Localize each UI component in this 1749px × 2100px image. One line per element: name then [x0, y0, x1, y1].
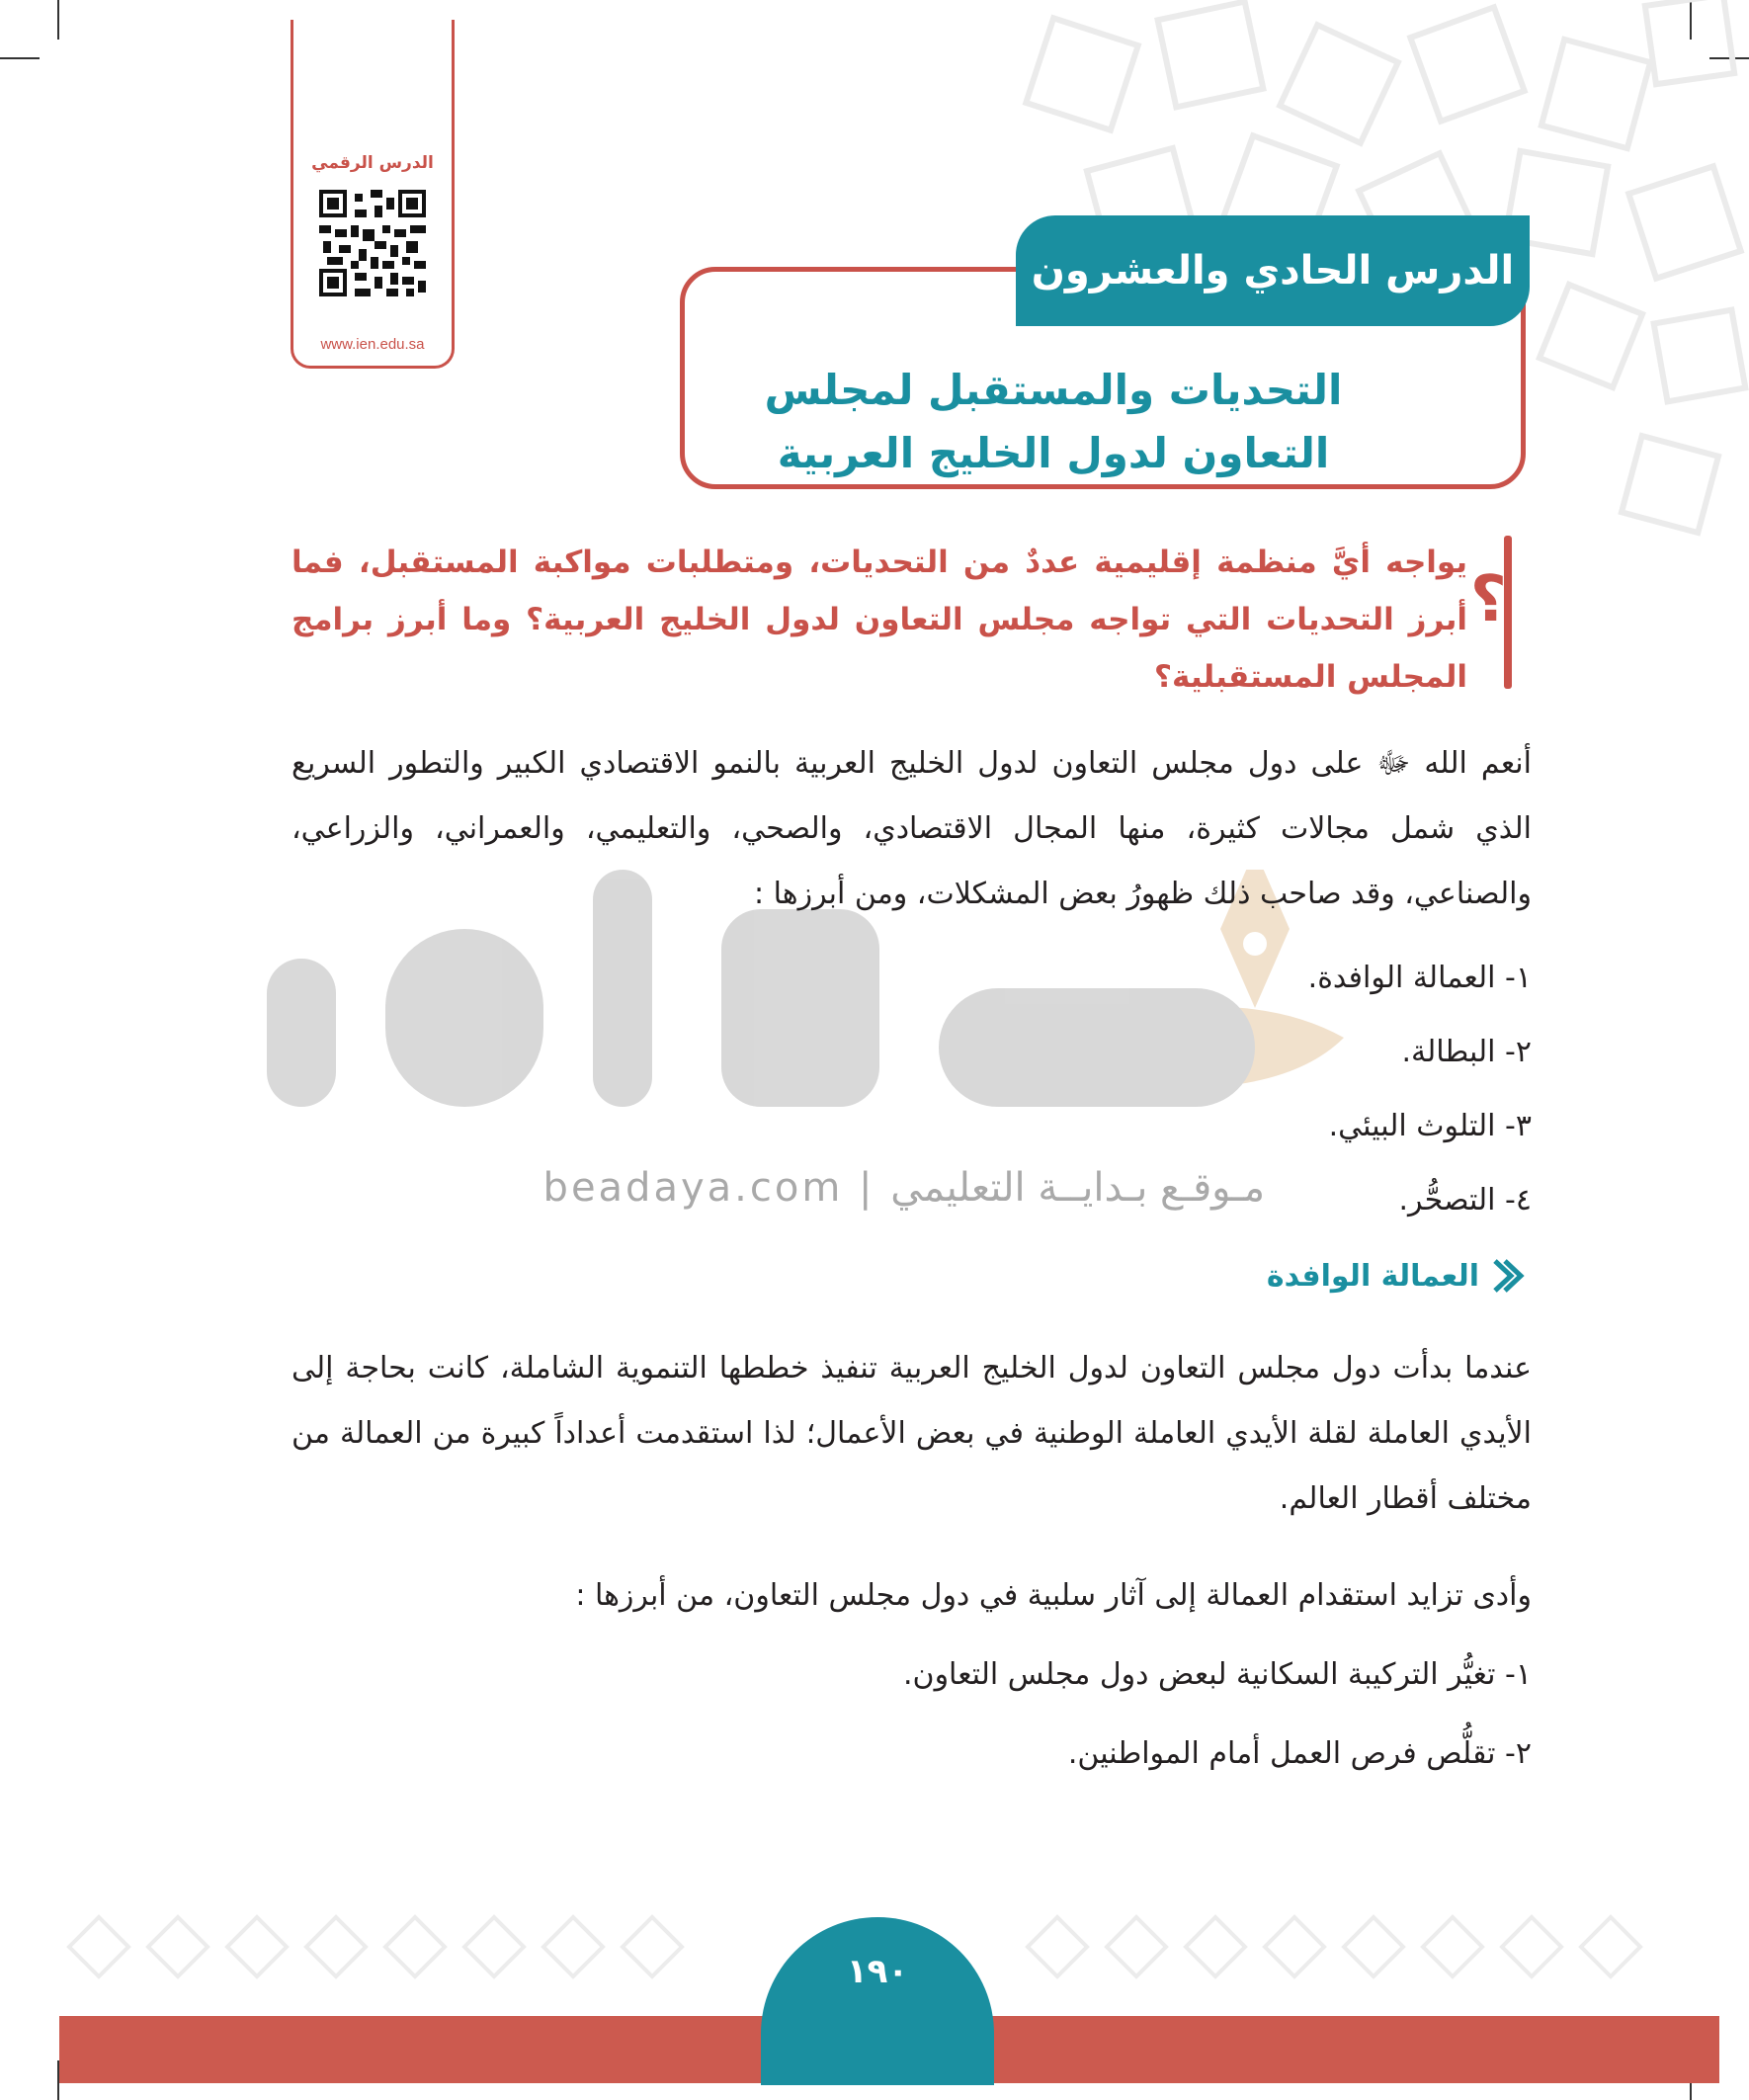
- crop-mark: [0, 57, 40, 59]
- effect-item: ١- تغيُّر التركيبة السكانية لبعض دول مجلس التعاون.: [903, 1657, 1532, 1692]
- intro-paragraph: أنعم الله ﷻ على دول مجلس التعاون لدول الخليج العربية بالنمو الاقتصادي الكبير والتطور السريع الذي شمل مجالات كثيرة، منها المجال الاقتصادي، والصحي، والتعليمي، والعمراني، والزراعي، والصناعي، وقد صاحب ذلك ظهورُ بعض المشكلات، ومن أبرزها :: [292, 746, 1532, 911]
- page-number: ١٩٠: [761, 1917, 994, 2085]
- section-heading: [1267, 1257, 1527, 1295]
- lesson-number-label: الدرس الحادي والعشرون: [1016, 215, 1530, 326]
- question-mark-icon: ?: [1470, 563, 1508, 636]
- double-chevron-icon: [1489, 1257, 1527, 1295]
- section-heading-text: العمالة الوافدة: [1266, 1258, 1479, 1294]
- lesson-title: التحديات والمستقبل لمجلس التعاون لدول الخليج العربية: [764, 366, 1343, 477]
- crop-mark: [57, 0, 59, 40]
- qr-code-icon[interactable]: [319, 190, 426, 296]
- digital-lesson-title: الدرس الرقمي: [311, 153, 434, 173]
- challenge-item: ٣- التلوث البيئي.: [1328, 1109, 1532, 1143]
- watermark-site-text: beadaya.com | مـوقـع بـدايــة التعليمي: [542, 1165, 1265, 1211]
- effect-item: ٢- تقلُّص فرص العمل أمام المواطنين.: [1067, 1736, 1532, 1771]
- challenge-item: ٤- التصحُّر.: [1398, 1183, 1532, 1218]
- challenge-item: ١- العمالة الوافدة.: [1307, 961, 1532, 995]
- digital-lesson-url[interactable]: www.ien.edu.sa: [320, 336, 425, 353]
- challenge-item: ٢- البطالة.: [1401, 1035, 1532, 1069]
- digital-lesson-card[interactable]: [291, 20, 455, 369]
- section-paragraph: عندما بدأت دول مجلس التعاون لدول الخليج العربية تنفيذ خططها التنموية الشاملة، كانت بحاجة إلى الأيدي العاملة لقلة الأيدي العاملة الوطنية في بعض الأعمال؛ لذا استقدمت أعداداً كبيرة من العمالة من مختلف أقطار العالم.: [292, 1351, 1532, 1516]
- effects-intro: وأدى تزايد استقدام العمالة إلى آثار سلبية في دول مجلس التعاون، من أبرزها :: [575, 1578, 1532, 1613]
- opening-question: يواجه أيَّ منظمة إقليمية عددٌ من التحديات، ومتطلبات مواكبة المستقبل، فما أبرز التحديات التي تواجه مجلس التعاون لدول الخليج العربية؟ وما أبرز برامج المجلس المستقبلية؟: [292, 545, 1467, 695]
